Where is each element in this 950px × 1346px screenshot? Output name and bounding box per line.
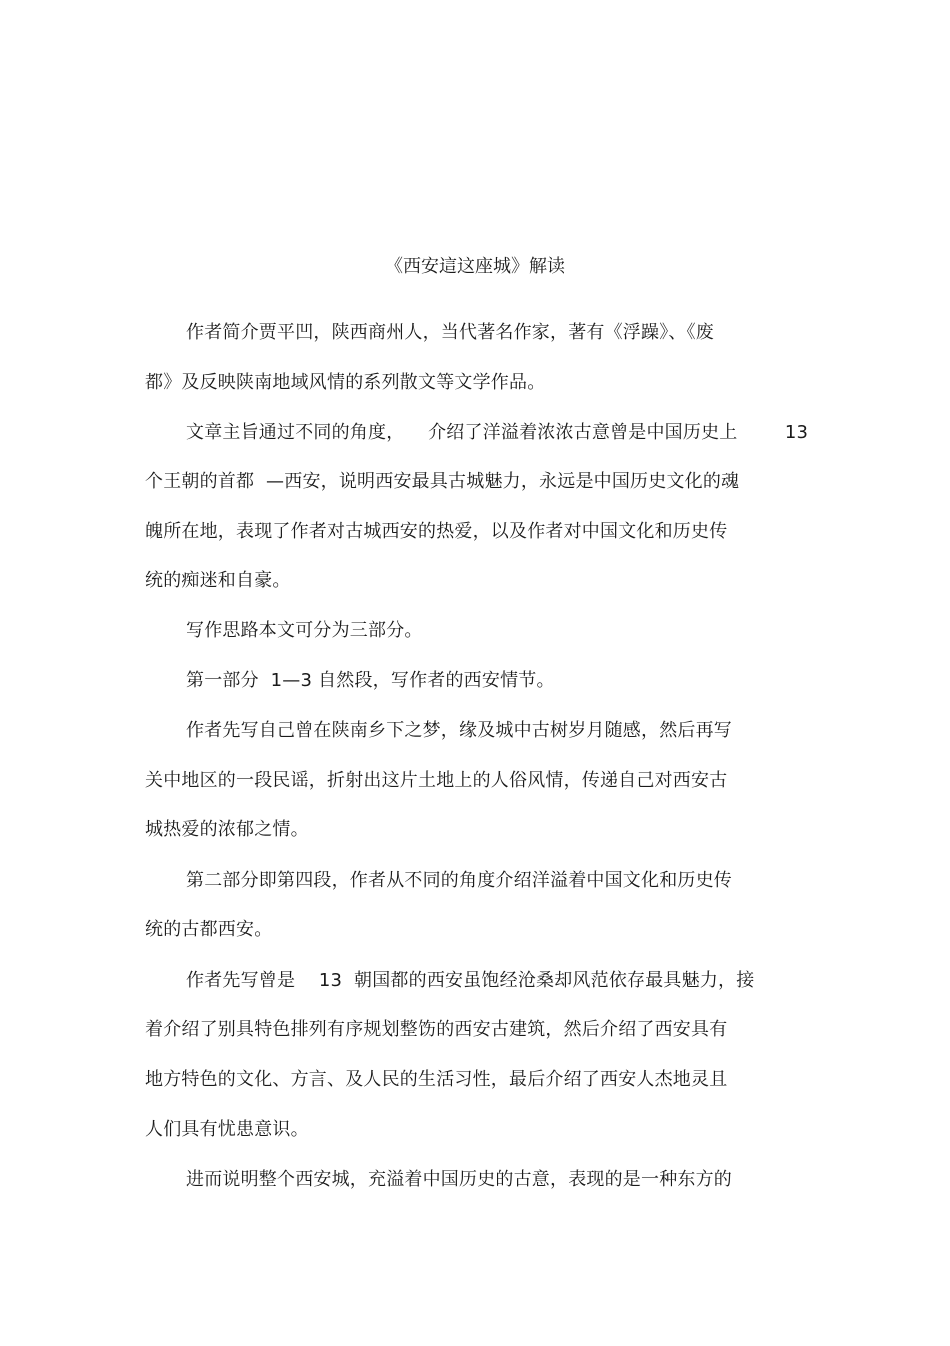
text-line: 第一部分 1—3 自然段，写作者的西安情节。 xyxy=(186,670,555,691)
text-line: 第二部分即第四段，作者从不同的角度介绍洋溢着中国文化和历史传 xyxy=(186,870,732,891)
text-line: 进而说明整个西安城，充溢着中国历史的古意，表现的是一种东方的 xyxy=(186,1169,732,1190)
text-line: 统的古都西安。 xyxy=(145,919,273,940)
text-line: 城热爱的浓郁之情。 xyxy=(145,819,309,840)
text-line: 都》及反映陕南地域风情的系列散文等文学作品。 xyxy=(145,372,546,393)
text-line: 文章主旨通过不同的角度， 介绍了洋溢着浓浓古意曾是中国历史上 13 xyxy=(186,422,809,443)
document-title: 《西安這这座城》解读 xyxy=(385,256,565,277)
text-line: 写作思路本文可分为三部分。 xyxy=(186,620,423,641)
text-line: 作者简介贾平凹，陕西商州人，当代著名作家，著有《浮躁》、《废 xyxy=(186,322,714,343)
text-line: 着介绍了别具特色排列有序规划整饬的西安古建筑，然后介绍了西安具有 xyxy=(145,1019,728,1040)
text-line: 关中地区的一段民谣，折射出这片土地上的人俗风情，传递自己对西安古 xyxy=(145,770,728,791)
text-line: 个王朝的首都 —西安，说明西安最具古城魅力，永远是中国历史文化的魂 xyxy=(145,471,740,492)
text-line: 作者先写曾是 13 朝国都的西安虽饱经沧桑却风范依存最具魅力，接 xyxy=(186,970,755,991)
text-line: 魄所在地，表现了作者对古城西安的热爱，以及作者对中国文化和历史传 xyxy=(145,521,728,542)
text-line: 统的痴迷和自豪。 xyxy=(145,570,291,591)
text-line: 人们具有忧患意识。 xyxy=(145,1119,309,1140)
text-line: 地方特色的文化、方言、及人民的生活习性，最后介绍了西安人杰地灵且 xyxy=(145,1069,728,1090)
text-line: 作者先写自己曾在陕南乡下之梦，缘及城中古树岁月随感，然后再写 xyxy=(186,720,732,741)
